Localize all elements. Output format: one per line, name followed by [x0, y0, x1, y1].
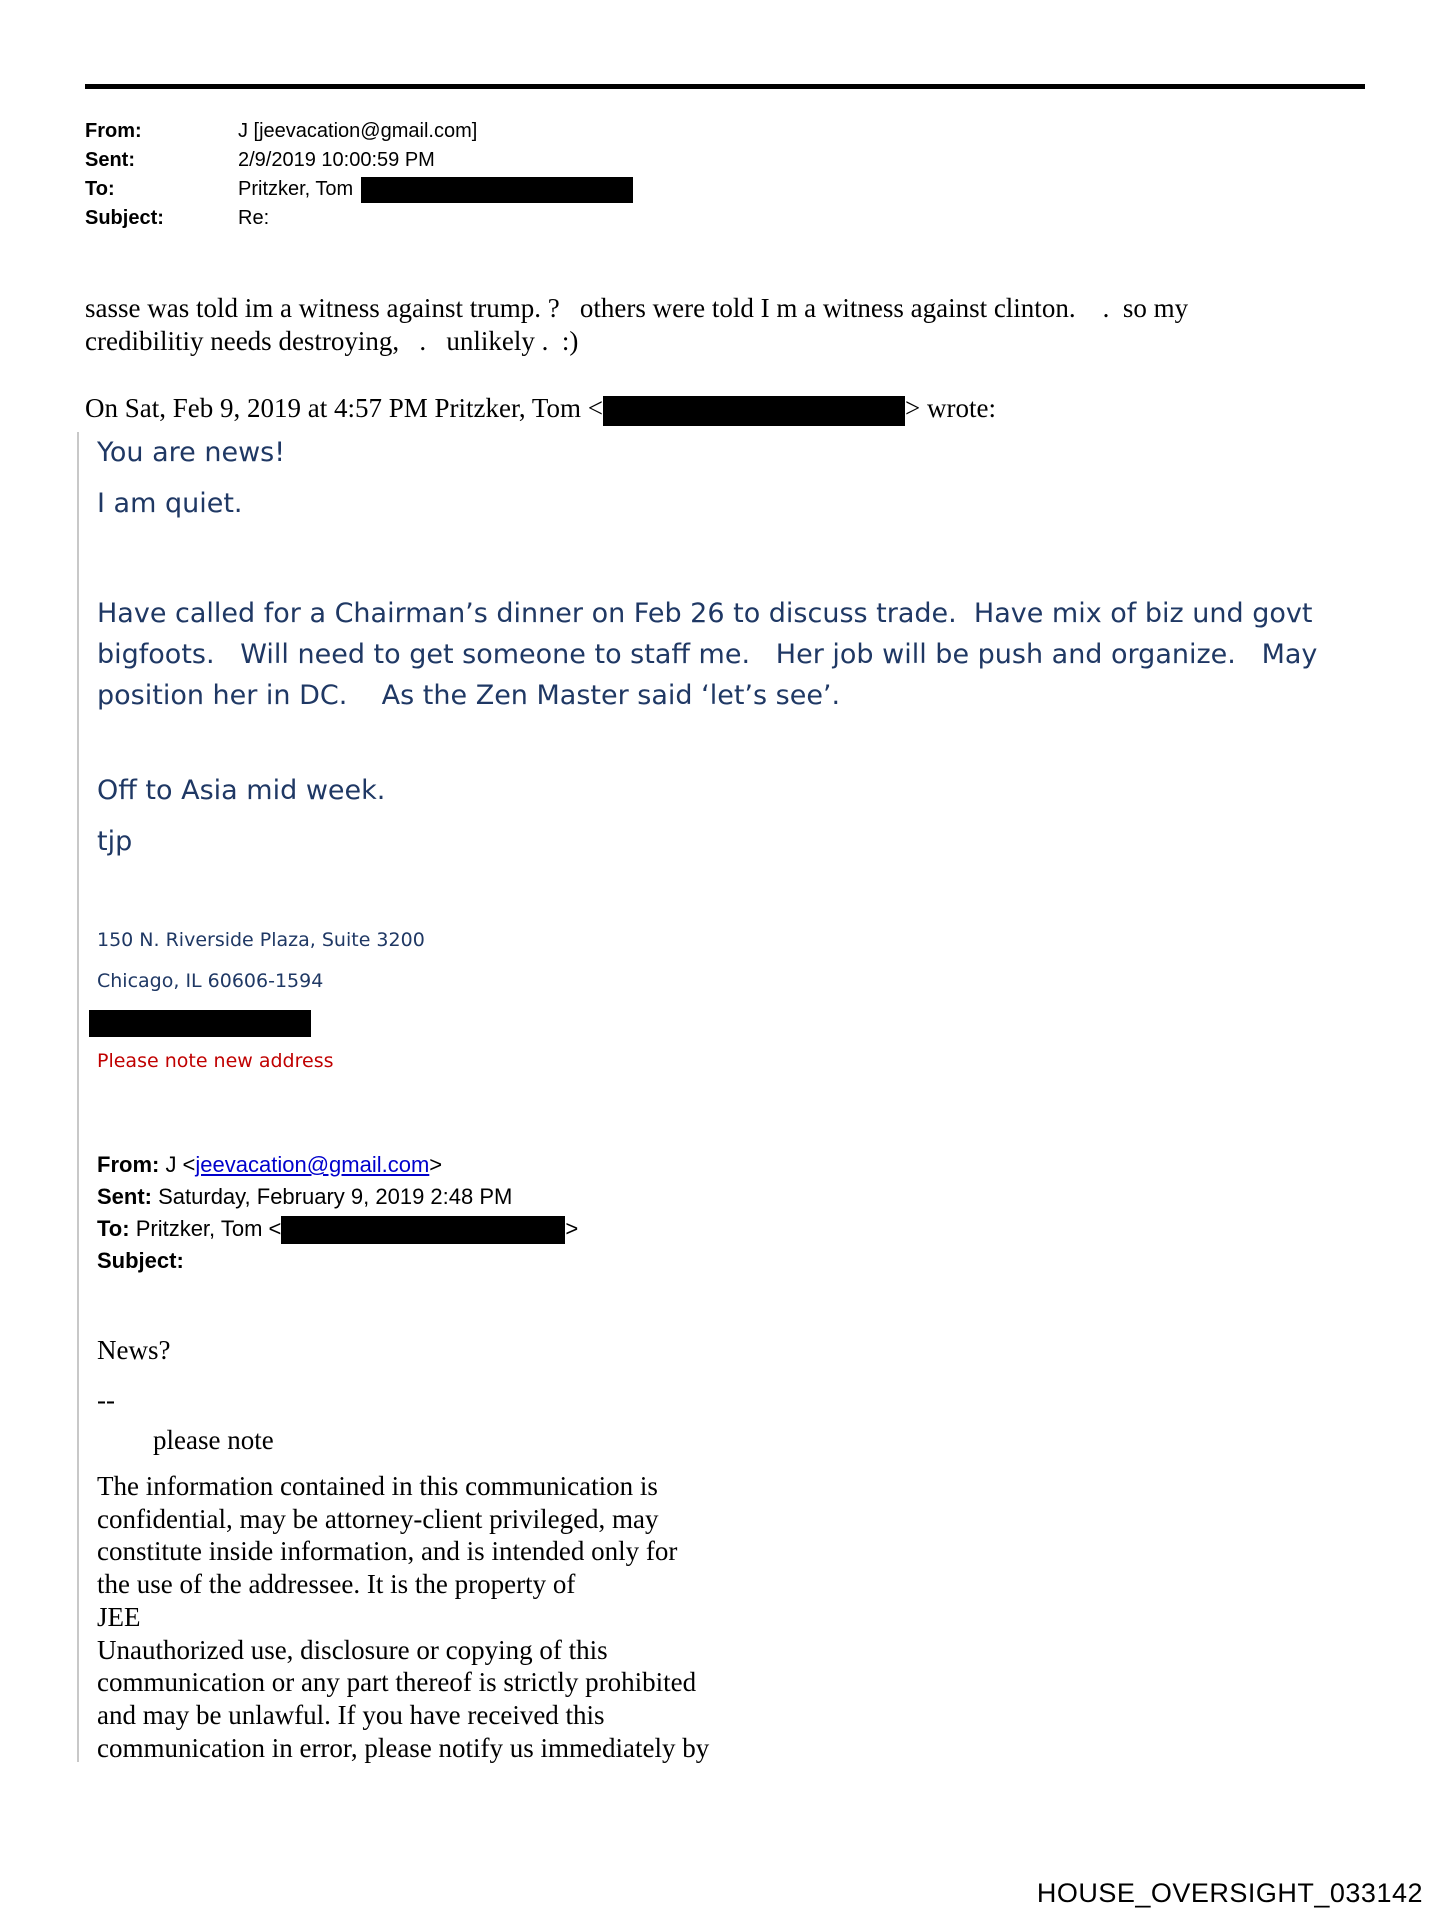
trade-line: position her in DC. As the Zen Master said ‘let’s see’. — [97, 680, 841, 711]
orig-from-pre: J < — [159, 1152, 196, 1177]
disclaimer-line: JEE — [97, 1601, 141, 1632]
to-label: To: — [85, 178, 115, 200]
subject-label: Subject: — [85, 207, 164, 229]
disclaimer-line: confidential, may be attorney-client privileged, may — [97, 1503, 659, 1534]
orig-to-label: To: — [97, 1216, 130, 1241]
quote-bar — [77, 432, 79, 1762]
disclaimer-line: communication in error, please notify us immediately by — [97, 1732, 710, 1763]
email-link[interactable]: jeevacation@gmail.com — [195, 1152, 430, 1177]
reply-line-1: sasse was told im a witness against trump. ? others were told I m a witness against clinton. . so my — [85, 293, 1189, 323]
please-note: please note — [153, 1425, 274, 1455]
orig-sent-label: Sent: — [97, 1184, 152, 1209]
reply-body — [85, 292, 1285, 358]
bates-number: HOUSE_OVERSIGHT_033142 — [1036, 1878, 1423, 1908]
confidentiality-disclaimer — [97, 1470, 777, 1764]
from-value: J [jeevacation@gmail.com] — [238, 120, 478, 142]
quoted-line-quiet: I am quiet. — [97, 488, 243, 519]
from-label: From: — [85, 120, 142, 142]
disclaimer-line: communication or any part thereof is strictly prohibited — [97, 1667, 697, 1698]
redaction-box — [89, 1010, 311, 1037]
orig-body-news: News? — [97, 1335, 171, 1365]
orig-from-row — [97, 1149, 578, 1181]
redaction-box — [361, 177, 633, 203]
trade-line: Have called for a Chairman’s dinner on Feb 26 to discuss trade. Have mix of biz und govt — [97, 598, 1313, 629]
address-line-1: 150 N. Riverside Plaza, Suite 3200 — [97, 929, 425, 951]
orig-to-row — [97, 1213, 578, 1245]
sent-label: Sent: — [85, 149, 135, 171]
quoted-line-asia: Off to Asia mid week. — [97, 775, 386, 806]
to-value-wrap — [238, 175, 633, 204]
redaction-box — [281, 1216, 565, 1244]
subject-value: Re: — [238, 207, 270, 229]
orig-sent-row — [97, 1181, 578, 1213]
quote-intro-text: On Sat, Feb 9, 2019 at 4:57 PM Pritzker, Tom < — [85, 393, 603, 423]
disclaimer-line: the use of the addressee. It is the property of — [97, 1569, 576, 1600]
orig-subject-row — [97, 1245, 578, 1277]
orig-from-post: > — [429, 1152, 443, 1177]
quote-intro — [85, 390, 996, 426]
address-line-2: Chicago, IL 60606-1594 — [97, 970, 324, 992]
disclaimer-line: Unauthorized use, disclosure or copying of this — [97, 1634, 608, 1665]
disclaimer-line: and may be unlawful. If you have received this — [97, 1699, 605, 1730]
disclaimer-line: The information contained in this communication is — [97, 1471, 658, 1501]
top-rule — [85, 84, 1365, 89]
to-value: Pritzker, Tom — [238, 178, 354, 200]
orig-from-label: From: — [97, 1152, 160, 1177]
quoted-trade-paragraph — [97, 593, 1357, 716]
disclaimer-line: constitute inside information, and is intended only for — [97, 1536, 678, 1567]
signature-dashes: -- — [97, 1385, 115, 1415]
new-address-note: Please note new address — [97, 1050, 334, 1072]
signature: tjp — [97, 826, 133, 857]
quoted-line-news: You are news! — [97, 437, 286, 468]
trade-line: bigfoots. Will need to get someone to staff me. Her job will be push and organize. May — [97, 639, 1318, 670]
quote-intro-suffix: > wrote: — [905, 393, 996, 423]
redaction-box — [603, 396, 905, 426]
orig-to-value: Pritzker, Tom < — [129, 1216, 282, 1241]
orig-subject-label: Subject: — [97, 1248, 184, 1273]
orig-sent-value: Saturday, February 9, 2019 2:48 PM — [152, 1184, 513, 1209]
sent-value: 2/9/2019 10:00:59 PM — [238, 149, 435, 171]
orig-to-post: > — [565, 1216, 579, 1241]
reply-line-2: credibilitiy needs destroying, . unlikely . :) — [85, 326, 579, 356]
original-header — [97, 1149, 578, 1277]
